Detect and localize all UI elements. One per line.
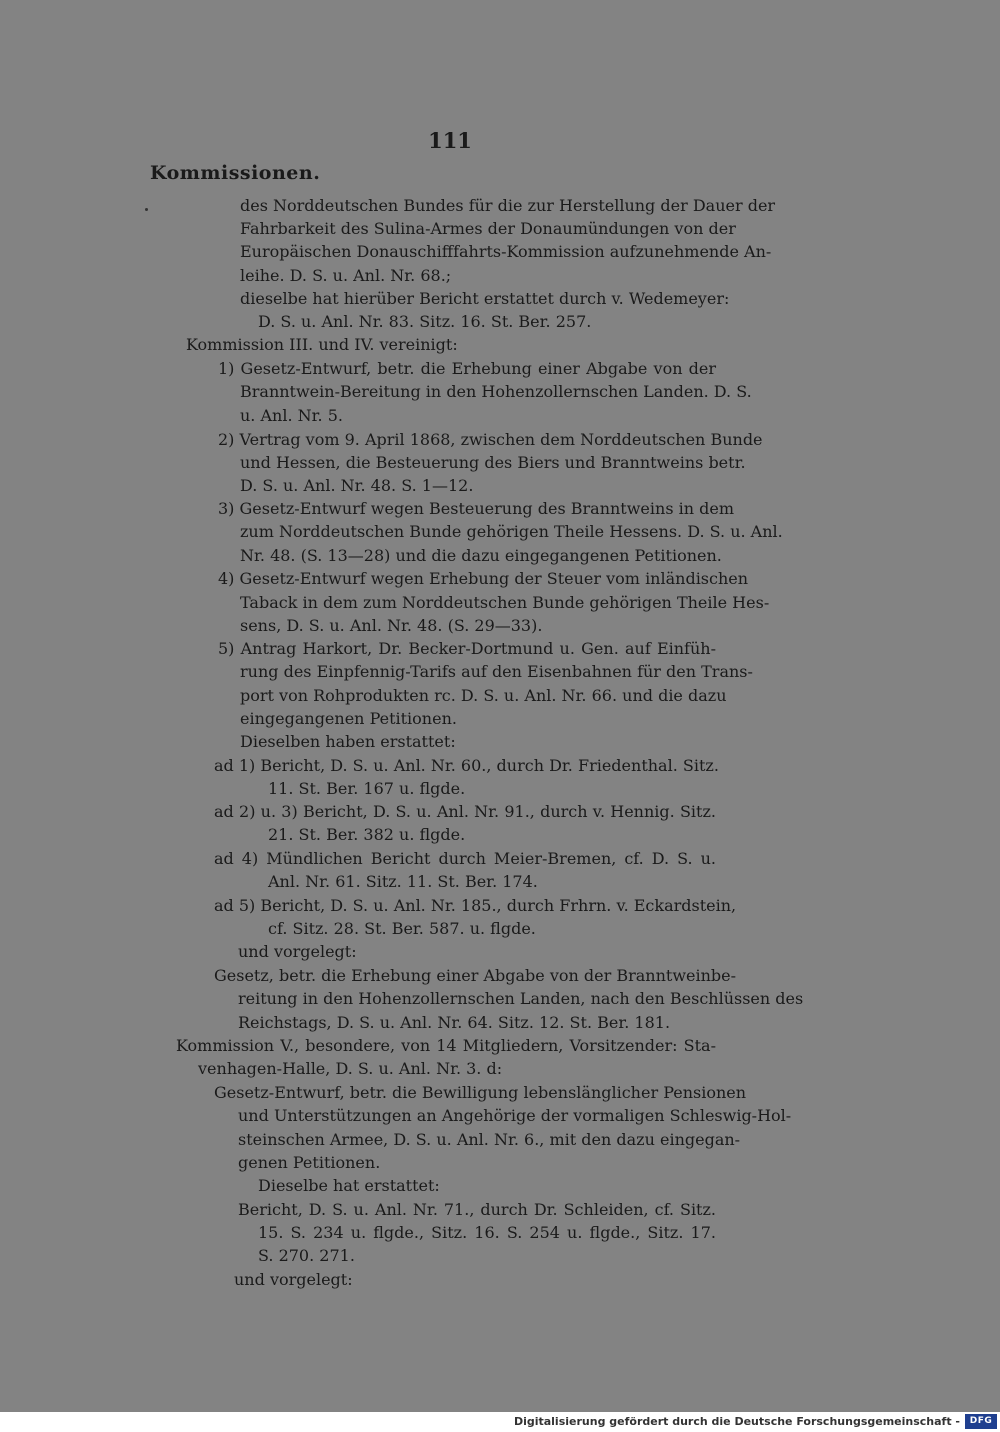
text-line: Gesetz-Entwurf, betr. die Bewilligung lebenslänglicher Pensionen — [214, 1083, 747, 1102]
text-line: ad 4) Mündlichen Bericht durch Meier-Bremen, cf. D. S. u. — [214, 849, 716, 868]
text-line: Fahrbarkeit des Sulina-Armes der Donaumündungen von der — [240, 219, 736, 238]
text-line: port von Rohprodukten rc. D. S. u. Anl. Nr. 66. und die dazu — [240, 686, 727, 705]
text-line: u. Anl. Nr. 5. — [240, 406, 343, 425]
text-line: Dieselben haben erstattet: — [240, 732, 456, 751]
text-line: cf. Sitz. 28. St. Ber. 587. u. flgde. — [268, 919, 536, 938]
text-line: Anl. Nr. 61. Sitz. 11. St. Ber. 174. — [268, 872, 538, 891]
text-line: 3) Gesetz-Entwurf wegen Besteuerung des Branntweins in dem — [218, 499, 734, 518]
text-line: und vorgelegt: — [234, 1270, 353, 1289]
dfg-logo: DFG — [965, 1414, 997, 1429]
text-line: Kommission V., besondere, von 14 Mitgliedern, Vorsitzender: Sta- — [176, 1036, 716, 1055]
footer-credit: Digitalisierung gefördert durch die Deutsche Forschungsgemeinschaft - — [513, 1415, 960, 1428]
footer-bar — [0, 1412, 1000, 1432]
text-line: 2) Vertrag vom 9. April 1868, zwischen dem Norddeutschen Bunde — [218, 430, 763, 449]
text-line: Kommission III. und IV. vereinigt: — [186, 335, 458, 354]
text-line: steinschen Armee, D. S. u. Anl. Nr. 6., mit den dazu eingegan- — [238, 1130, 741, 1149]
text-line: reitung in den Hohenzollernschen Landen, nach den Beschlüssen des — [238, 989, 804, 1008]
text-line: D. S. u. Anl. Nr. 83. Sitz. 16. St. Ber. 257. — [258, 312, 592, 331]
text-line: 5) Antrag Harkort, Dr. Becker-Dortmund u. Gen. auf Einfüh- — [218, 639, 716, 658]
text-line: Reichstags, D. S. u. Anl. Nr. 64. Sitz. 12. St. Ber. 181. — [238, 1013, 671, 1032]
text-line: genen Petitionen. — [238, 1153, 381, 1172]
text-line: und Unterstützungen an Angehörige der vormaligen Schleswig-Hol- — [238, 1106, 792, 1125]
text-line: des Norddeutschen Bundes für die zur Herstellung der Dauer der — [240, 196, 776, 215]
ink-speck — [145, 208, 148, 211]
text-line: Nr. 48. (S. 13—28) und die dazu eingegangenen Petitionen. — [240, 546, 722, 565]
text-line: Gesetz, betr. die Erhebung einer Abgabe von der Branntweinbe- — [214, 966, 737, 985]
text-line: 21. St. Ber. 382 u. flgde. — [268, 825, 466, 844]
text-line: Taback in dem zum Norddeutschen Bunde gehörigen Theile Hes- — [240, 593, 770, 612]
text-line: Bericht, D. S. u. Anl. Nr. 71., durch Dr. Schleiden, cf. Sitz. — [238, 1200, 716, 1219]
text-line: Dieselbe hat erstattet: — [258, 1176, 440, 1195]
text-line: 1) Gesetz-Entwurf, betr. die Erhebung einer Abgabe von der — [218, 359, 716, 378]
running-head: Kommissionen. — [150, 162, 321, 184]
text-line: Branntwein-Bereitung in den Hohenzollernschen Landen. D. S. — [240, 382, 752, 401]
text-line: ad 2) u. 3) Bericht, D. S. u. Anl. Nr. 91., durch v. Hennig. Sitz. — [214, 802, 716, 821]
text-line: 15. S. 234 u. flgde., Sitz. 16. S. 254 u. flgde., Sitz. 17. — [258, 1223, 716, 1242]
text-line: leihe. D. S. u. Anl. Nr. 68.; — [240, 266, 452, 285]
text-line: ad 5) Bericht, D. S. u. Anl. Nr. 185., durch Frhrn. v. Eckardstein, — [214, 896, 737, 915]
text-line: 4) Gesetz-Entwurf wegen Erhebung der Steuer vom inländischen — [218, 569, 749, 588]
text-line: und Hessen, die Besteuerung des Biers und Branntweins betr. — [240, 453, 746, 472]
text-line: D. S. u. Anl. Nr. 48. S. 1—12. — [240, 476, 474, 495]
text-line: und vorgelegt: — [238, 942, 357, 961]
text-line: zum Norddeutschen Bunde gehörigen Theile Hessens. D. S. u. Anl. — [240, 522, 783, 541]
text-line: Europäischen Donauschifffahrts-Kommission aufzunehmende An- — [240, 242, 772, 261]
text-line: ad 1) Bericht, D. S. u. Anl. Nr. 60., durch Dr. Friedenthal. Sitz. — [214, 756, 719, 775]
text-line: rung des Einpfennig-Tarifs auf den Eisenbahnen für den Trans- — [240, 662, 753, 681]
text-line: 11. St. Ber. 167 u. flgde. — [268, 779, 466, 798]
text-line: sens, D. S. u. Anl. Nr. 48. (S. 29—33). — [240, 616, 543, 635]
text-line: dieselbe hat hierüber Bericht erstattet durch v. Wedemeyer: — [240, 289, 730, 308]
text-line: eingegangenen Petitionen. — [240, 709, 457, 728]
page-number: 111 — [428, 128, 472, 153]
text-line: S. 270. 271. — [258, 1246, 355, 1265]
text-line: venhagen-Halle, D. S. u. Anl. Nr. 3. d: — [198, 1059, 503, 1078]
